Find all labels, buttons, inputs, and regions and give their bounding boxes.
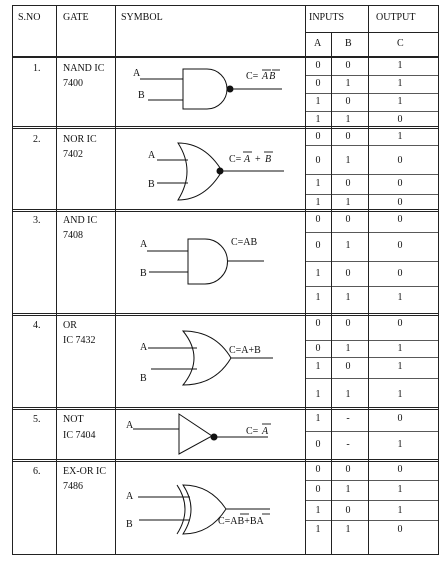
truth-input-cell: 1	[345, 292, 351, 303]
truth-input-cell: 1	[345, 155, 351, 166]
truth-output-cell: 1	[397, 60, 403, 71]
output-expression: AB	[262, 71, 277, 82]
truth-input-cell: 1	[345, 240, 351, 251]
truth-output-cell: 1	[397, 96, 403, 107]
truth-output-cell: 0	[397, 155, 403, 166]
row-sno: 1.	[33, 63, 41, 74]
truth-input-cell: 1	[315, 178, 321, 189]
truth-input-cell: 1	[315, 505, 321, 516]
truth-output-cell: 1	[397, 439, 403, 450]
truth-input-cell: 1	[345, 197, 351, 208]
gate-ic: 7486	[63, 481, 83, 492]
truth-output-cell: 0	[397, 240, 403, 251]
truth-output-cell: 1	[397, 292, 403, 303]
truth-input-cell: 0	[315, 78, 321, 89]
input-a-label: A	[126, 420, 134, 431]
truth-input-cell: 1	[315, 389, 321, 400]
truth-input-cell: 1	[345, 78, 351, 89]
truth-input-cell: 0	[315, 464, 321, 475]
row-sno: 2.	[33, 134, 41, 145]
truth-output-cell: 1	[397, 389, 403, 400]
truth-input-cell: 1	[345, 114, 351, 125]
header-gate: GATE	[63, 12, 89, 23]
input-b-label: B	[140, 268, 147, 279]
gate-name: NOR IC	[63, 134, 97, 145]
truth-input-cell: 0	[315, 318, 321, 329]
header-output: OUTPUT	[376, 12, 416, 23]
gate-name: OR	[63, 320, 77, 331]
truth-input-cell: 0	[345, 60, 351, 71]
input-a-label: A	[140, 342, 148, 353]
truth-input-cell: 1	[315, 361, 321, 372]
truth-input-cell: 0	[345, 178, 351, 189]
gate-ic: 7402	[63, 149, 83, 160]
truth-output-cell: 0	[397, 268, 403, 279]
truth-output-cell: 0	[397, 178, 403, 189]
gate-name: AND IC	[63, 215, 98, 226]
truth-input-cell: 0	[315, 484, 321, 495]
truth-input-cell: 1	[315, 96, 321, 107]
row-sno: 5.	[33, 414, 41, 425]
truth-output-cell: 1	[397, 505, 403, 516]
truth-input-cell: -	[346, 413, 350, 424]
gate-name: NOT	[63, 414, 84, 425]
input-a-label: A	[140, 239, 148, 250]
output-expression: A	[262, 426, 269, 437]
header-c: C	[397, 38, 404, 49]
truth-input-cell: 1	[315, 197, 321, 208]
truth-output-cell: 1	[397, 131, 403, 142]
truth-input-cell: 0	[315, 439, 321, 450]
or-gate-symbol	[148, 331, 273, 385]
truth-output-cell: 1	[397, 361, 403, 372]
truth-input-cell: 1	[315, 524, 321, 535]
truth-input-cell: 1	[315, 268, 321, 279]
truth-input-cell: 1	[315, 114, 321, 125]
truth-output-cell: 0	[397, 318, 403, 329]
truth-input-cell: 0	[345, 361, 351, 372]
output-expression-b: B	[265, 154, 272, 165]
header-a: A	[314, 38, 322, 49]
input-a-label: A	[148, 150, 156, 161]
truth-input-cell: 0	[345, 505, 351, 516]
truth-input-cell: 1	[345, 343, 351, 354]
truth-output-cell: 0	[397, 214, 403, 225]
complement-bars	[240, 70, 280, 514]
output-expression-plus: +	[255, 154, 261, 165]
header-inputs: INPUTS	[309, 12, 345, 23]
truth-input-cell: 1	[345, 389, 351, 400]
truth-output-cell: 0	[397, 197, 403, 208]
truth-input-cell: 0	[345, 464, 351, 475]
output-label: C=	[246, 426, 259, 437]
truth-input-cell: 1	[315, 292, 321, 303]
input-a-label: A	[133, 68, 141, 79]
truth-output-cell: 0	[397, 464, 403, 475]
truth-input-cell: 0	[315, 60, 321, 71]
truth-input-cell: 0	[315, 240, 321, 251]
row-sno: 4.	[33, 320, 41, 331]
gate-ic: IC 7432	[63, 335, 96, 346]
truth-output-cell: 1	[397, 484, 403, 495]
truth-output-cell: 1	[397, 78, 403, 89]
truth-output-cell: 0	[397, 413, 403, 424]
truth-output-cell: 0	[397, 524, 403, 535]
header-symbol: SYMBOL	[121, 12, 163, 23]
gate-name: EX-OR IC	[63, 466, 107, 477]
truth-input-cell: 0	[315, 155, 321, 166]
output-expression: C=AB	[231, 237, 258, 248]
truth-input-cell: 1	[345, 524, 351, 535]
input-b-label: B	[140, 373, 147, 384]
truth-input-cell: 0	[345, 214, 351, 225]
output-label: C=	[246, 71, 259, 82]
gate-name: NAND IC	[63, 63, 105, 74]
input-b-label: B	[148, 179, 155, 190]
output-label: C=	[229, 154, 242, 165]
truth-input-cell: -	[346, 439, 350, 450]
truth-output-cell: 1	[397, 343, 403, 354]
input-b-label: B	[126, 519, 133, 530]
truth-output-cell: 0	[397, 114, 403, 125]
gate-ic: 7408	[63, 230, 83, 241]
row-sno: 6.	[33, 466, 41, 477]
output-expression: C=A+B	[229, 345, 261, 356]
truth-input-cell: 1	[345, 484, 351, 495]
gate-ic: IC 7404	[63, 430, 96, 441]
nand-gate-symbol	[140, 69, 282, 109]
row-sno: 3.	[33, 215, 41, 226]
truth-input-cell: 0	[315, 131, 321, 142]
truth-input-cell: 0	[345, 131, 351, 142]
truth-input-cell: 0	[345, 96, 351, 107]
output-expression-a: A	[244, 154, 251, 165]
header-sno: S.NO	[18, 12, 41, 23]
truth-input-cell: 0	[315, 343, 321, 354]
gate-ic: 7400	[63, 78, 83, 89]
truth-input-cell: 0	[345, 268, 351, 279]
input-b-label: B	[138, 90, 145, 101]
truth-input-cell: 0	[315, 214, 321, 225]
truth-input-cell: 0	[345, 318, 351, 329]
truth-input-cell: 1	[315, 413, 321, 424]
output-expression: C=AB+BA	[218, 516, 264, 527]
header-b: B	[345, 38, 352, 49]
input-a-label: A	[126, 491, 134, 502]
